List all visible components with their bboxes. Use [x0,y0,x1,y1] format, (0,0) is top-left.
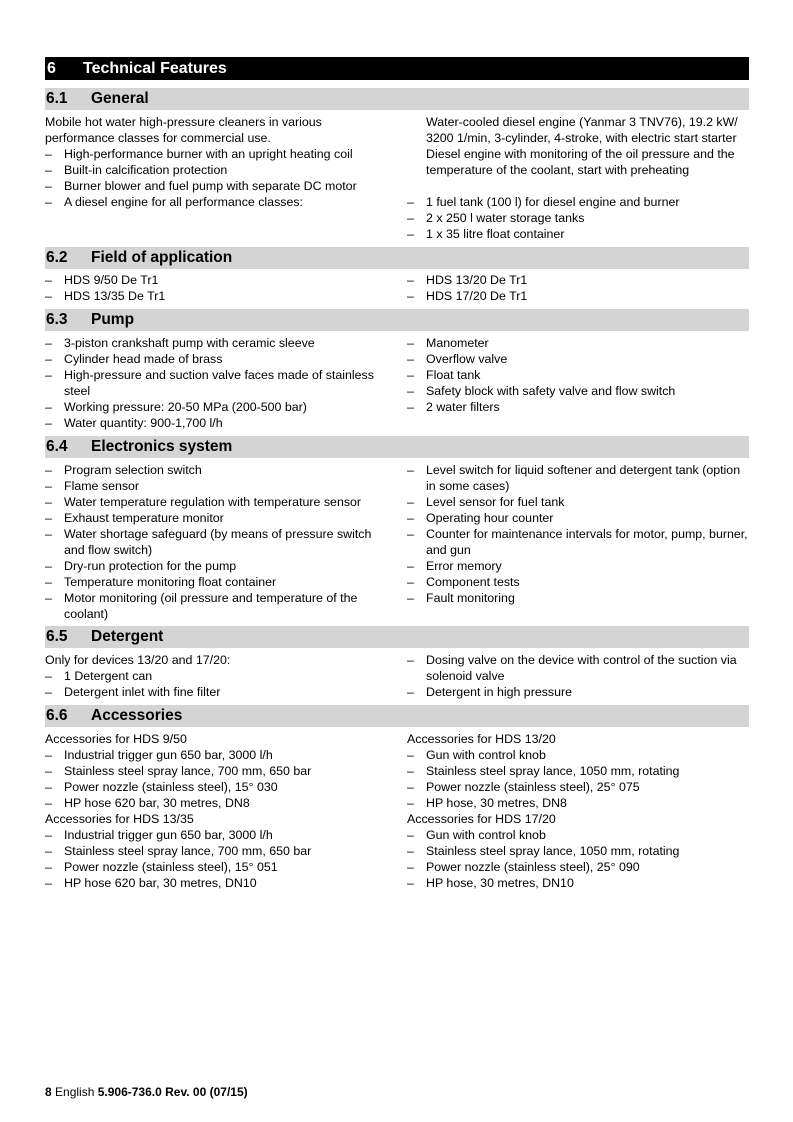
list-item: – 2 water filters [407,399,750,415]
list-item: – Water temperature regulation with temperature sensor [45,494,390,510]
chapter-number: 6 [47,60,56,77]
section-header-field-of-application [45,247,749,269]
list-item: – Working pressure: 20-50 MPa (200-500 bar) [45,399,390,415]
section-title: Accessories [91,707,183,724]
list-item: – Safety block with safety valve and flow switch [407,383,750,399]
list-item: – HP hose, 30 metres, DN8 [407,795,750,811]
list-item: – Overflow valve [407,351,750,367]
section-number: 6.5 [46,628,68,645]
footer-language: English [55,1085,95,1099]
engine-description: Water-cooled diesel engine (Yanmar 3 TNV76), 19.2 kW/ 3200 1/min, 3-cylinder, 4-stroke, with electric start starter [426,115,738,145]
list-item: – Stainless steel spray lance, 1050 mm, rotating [407,843,750,859]
list-item: – Error memory [407,558,750,574]
page-number: 8 [45,1085,52,1099]
detergent-left-column [45,652,390,700]
list-item: – Detergent inlet with fine filter [45,684,390,700]
chapter-header [45,57,749,80]
accessory-group-heading: Accessories for HDS 9/50 [45,732,187,746]
accessory-group-heading: Accessories for HDS 13/20 [407,732,556,746]
accessory-group-heading: Accessories for HDS 13/35 [45,812,194,826]
list-item: – Stainless steel spray lance, 700 mm, 650 bar [45,763,390,779]
list-item: – Float tank [407,367,750,383]
list-item: – Power nozzle (stainless steel), 15° 051 [45,859,390,875]
application-left-column [45,272,390,304]
section-title: Electronics system [91,438,233,455]
section-title: General [91,90,149,107]
list-item: – HP hose 620 bar, 30 metres, DN8 [45,795,390,811]
list-item: – Operating hour counter [407,510,750,526]
list-item: – Dry-run protection for the pump [45,558,390,574]
list-item: – Detergent in high pressure [407,684,750,700]
pump-left-column [45,335,390,431]
general-right-column [407,114,750,178]
electronics-right-column [407,462,750,606]
list-item: – 3-piston crankshaft pump with ceramic sleeve [45,335,390,351]
list-item: – Component tests [407,574,750,590]
list-item: – High-performance burner with an upright heating coil [45,146,390,162]
list-item: – HP hose 620 bar, 30 metres, DN10 [45,875,390,891]
general-left-column [45,114,390,210]
detergent-right-column [407,652,750,700]
list-item: – 1 Detergent can [45,668,390,684]
section-title: Detergent [91,628,164,645]
list-item: – 1 fuel tank (100 l) for diesel engine and burner [407,194,750,210]
section-number: 6.6 [46,707,68,724]
list-item: – Program selection switch [45,462,390,478]
accessories-right-column [407,731,750,891]
list-item: – HDS 13/20 De Tr1 [407,272,750,288]
section-number: 6.2 [46,249,68,266]
application-right-column [407,272,750,304]
section-number: 6.4 [46,438,68,455]
list-item: – Water quantity: 900-1,700 l/h [45,415,390,431]
section-header-detergent [45,626,749,648]
list-item: – Power nozzle (stainless steel), 15° 030 [45,779,390,795]
list-item: – Motor monitoring (oil pressure and temperature of the coolant) [45,590,390,622]
electronics-left-column [45,462,390,622]
list-item: – Stainless steel spray lance, 700 mm, 650 bar [45,843,390,859]
list-item: – Industrial trigger gun 650 bar, 3000 l/h [45,827,390,843]
list-item: – Level switch for liquid softener and detergent tank (option in some cases) [407,462,750,494]
chapter-title: Technical Features [83,60,227,77]
list-item: – Cylinder head made of brass [45,351,390,367]
list-item: – Counter for maintenance intervals for motor, pump, burner, and gun [407,526,750,558]
general-intro: Mobile hot water high-pressure cleaners in various performance classes for commercial use. [45,115,322,145]
list-item: – Flame sensor [45,478,390,494]
list-item: – Built-in calcification protection [45,162,390,178]
list-item: – Exhaust temperature monitor [45,510,390,526]
list-item: – Power nozzle (stainless steel), 25° 075 [407,779,750,795]
list-item: – Fault monitoring [407,590,750,606]
list-item: – Burner blower and fuel pump with separate DC motor [45,178,390,194]
list-item: – HP hose, 30 metres, DN10 [407,875,750,891]
section-header-pump [45,309,749,331]
list-item: – Industrial trigger gun 650 bar, 3000 l/h [45,747,390,763]
pump-right-column [407,335,750,415]
list-item: – A diesel engine for all performance classes: [45,194,390,210]
list-item: – Power nozzle (stainless steel), 25° 090 [407,859,750,875]
list-item: – HDS 9/50 De Tr1 [45,272,390,288]
list-item: – 1 x 35 litre float container [407,226,750,242]
list-item: – Gun with control knob [407,747,750,763]
list-item: – Stainless steel spray lance, 1050 mm, rotating [407,763,750,779]
accessories-left-column [45,731,390,891]
accessory-group-heading: Accessories for HDS 17/20 [407,812,556,826]
section-header-electronics [45,436,749,458]
list-item: – HDS 17/20 De Tr1 [407,288,750,304]
detergent-intro: Only for devices 13/20 and 17/20: [45,653,231,667]
section-header-accessories [45,705,749,727]
section-number: 6.1 [46,90,68,107]
section-title: Pump [91,311,135,328]
list-item: – Gun with control knob [407,827,750,843]
list-item: – Water shortage safeguard (by means of pressure switch and flow switch) [45,526,390,558]
list-item: – Temperature monitoring float container [45,574,390,590]
list-item: – Level sensor for fuel tank [407,494,750,510]
list-item: – Dosing valve on the device with control of the suction via solenoid valve [407,652,750,684]
section-number: 6.3 [46,311,68,328]
list-item: – 2 x 250 l water storage tanks [407,210,750,226]
list-item: – Manometer [407,335,750,351]
general-right-list [407,194,750,242]
document-reference: 5.906-736.0 Rev. 00 (07/15) [97,1085,248,1099]
list-item: – High-pressure and suction valve faces made of stainless steel [45,367,390,399]
engine-monitoring: Diesel engine with monitoring of the oil pressure and the temperature of the coolant, start with preheating [426,147,735,177]
section-title: Field of application [91,249,233,266]
list-item: – HDS 13/35 De Tr1 [45,288,390,304]
section-header-general [45,88,749,110]
page-footer [45,1085,248,1099]
